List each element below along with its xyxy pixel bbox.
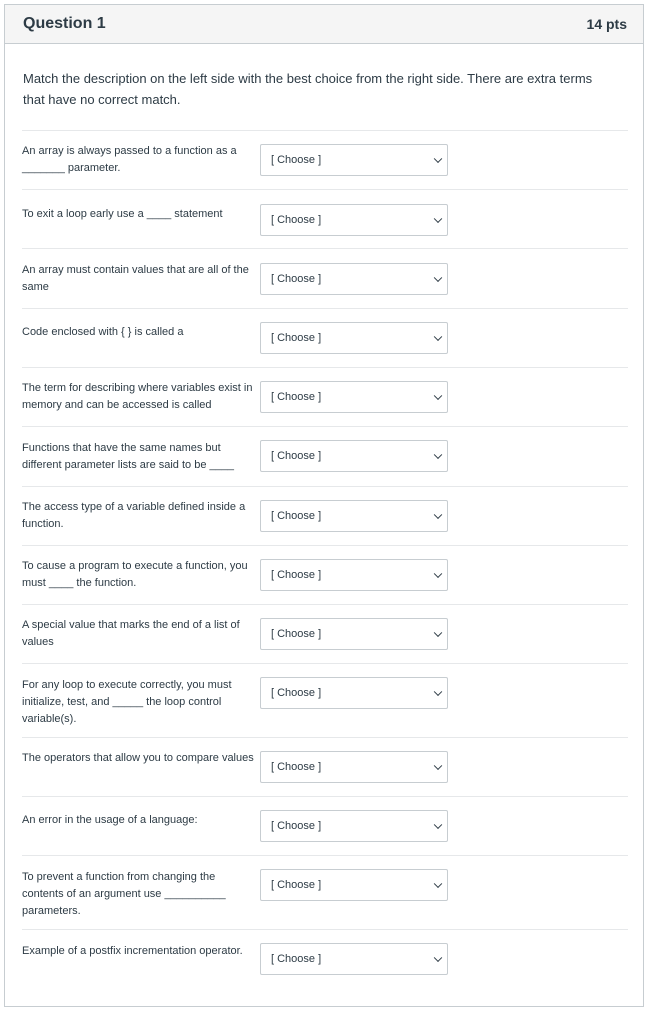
chevron-down-icon [434, 688, 442, 696]
question-title: Question 1 [23, 15, 106, 32]
chevron-down-icon [434, 821, 442, 829]
match-select[interactable] [260, 751, 448, 783]
chevron-down-icon [434, 880, 442, 888]
select-value: [ Choose ] [271, 761, 322, 773]
match-row [22, 189, 628, 249]
match-select[interactable] [260, 618, 448, 650]
question-instructions: Match the description on the left side with the best choice from the right side. There are extra terms that have no correct match. [23, 71, 593, 107]
select-value: [ Choose ] [271, 273, 322, 285]
select-value: [ Choose ] [271, 391, 322, 403]
chevron-down-icon [434, 629, 442, 637]
chevron-down-icon [434, 762, 442, 770]
match-select[interactable] [260, 144, 448, 176]
match-select[interactable] [260, 500, 448, 532]
match-description: To exit a loop early use a ____ statement [22, 208, 223, 220]
match-description: To cause a program to execute a function, you must ____ the function. [22, 560, 248, 589]
select-value: [ Choose ] [271, 628, 322, 640]
match-row [22, 130, 628, 190]
chevron-down-icon [434, 274, 442, 282]
match-select[interactable] [260, 322, 448, 354]
match-select[interactable] [260, 677, 448, 709]
match-select[interactable] [260, 263, 448, 295]
select-value: [ Choose ] [271, 879, 322, 891]
match-row [22, 308, 628, 368]
select-value: [ Choose ] [271, 687, 322, 699]
select-value: [ Choose ] [271, 214, 322, 226]
question-body [5, 44, 643, 110]
chevron-down-icon [434, 215, 442, 223]
match-row [22, 929, 628, 999]
select-value: [ Choose ] [271, 154, 322, 166]
match-description: Example of a postfix incrementation operator. [22, 945, 243, 957]
chevron-down-icon [434, 155, 442, 163]
match-row [22, 855, 628, 929]
chevron-down-icon [434, 570, 442, 578]
match-row [22, 367, 628, 427]
match-select[interactable] [260, 204, 448, 236]
match-row [22, 663, 628, 737]
match-description: A special value that marks the end of a list of values [22, 619, 240, 648]
select-value: [ Choose ] [271, 510, 322, 522]
match-description: The access type of a variable defined inside a function. [22, 501, 246, 530]
chevron-down-icon [434, 333, 442, 341]
match-row [22, 545, 628, 605]
select-value: [ Choose ] [271, 450, 322, 462]
match-select[interactable] [260, 869, 448, 901]
match-description: An array is always passed to a function as a _______ parameter. [22, 145, 237, 174]
question-header [5, 5, 643, 44]
match-select[interactable] [260, 440, 448, 472]
match-description: For any loop to execute correctly, you must initialize, test, and _____ the loop control variable(s). [22, 679, 232, 725]
chevron-down-icon [434, 511, 442, 519]
chevron-down-icon [434, 392, 442, 400]
match-description: To prevent a function from changing the contents of an argument use __________ parameters. [22, 871, 226, 917]
match-description: Functions that have the same names but different parameter lists are said to be ____ [22, 442, 234, 471]
match-row [22, 604, 628, 664]
match-row [22, 737, 628, 797]
match-description: The operators that allow you to compare values [22, 752, 254, 764]
chevron-down-icon [434, 954, 442, 962]
select-value: [ Choose ] [271, 820, 322, 832]
chevron-down-icon [434, 451, 442, 459]
select-value: [ Choose ] [271, 569, 322, 581]
match-row [22, 796, 628, 856]
select-value: [ Choose ] [271, 332, 322, 344]
match-select[interactable] [260, 943, 448, 975]
match-row [22, 486, 628, 546]
select-value: [ Choose ] [271, 953, 322, 965]
match-description: Code enclosed with { } is called a [22, 326, 184, 338]
match-description: The term for describing where variables exist in memory and can be accessed is called [22, 382, 253, 411]
match-select[interactable] [260, 559, 448, 591]
match-row [22, 248, 628, 308]
match-select[interactable] [260, 381, 448, 413]
match-row [22, 426, 628, 486]
question-points: 14 pts [586, 16, 627, 32]
match-description: An error in the usage of a language: [22, 814, 198, 826]
match-description: An array must contain values that are all of the same [22, 264, 249, 293]
match-select[interactable] [260, 810, 448, 842]
